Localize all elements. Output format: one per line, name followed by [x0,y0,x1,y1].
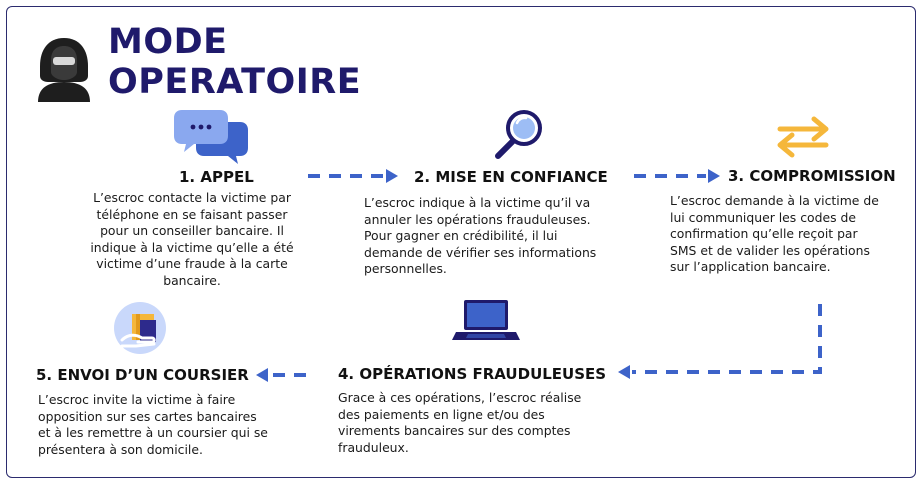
step-4-line: Grace à ces opérations, l’escroc réalise [338,390,582,405]
arrowhead-step3 [708,169,720,183]
step-3-line: L’escroc demande à la victime de [670,193,879,208]
title-line-1: MODE [108,22,228,62]
step-2-line: annuler les opérations frauduleuses. [364,211,591,227]
step-1-line: téléphone en se faisant passer [96,206,288,222]
step-1-title: 1. APPEL [179,168,254,186]
step-3-line: SMS et de valider les opérations [670,242,870,258]
step-4-line: des paiements en ligne et/ou des [338,406,545,422]
arrowhead-step5 [256,368,268,382]
step-3-line: sur l’application bancaire. [670,259,831,274]
arrowhead-step4 [618,365,630,379]
arrow-step3-to-step4 [632,304,820,372]
step-2-title: 2. MISE EN CONFIANCE [414,168,608,186]
step-5-title: 5. ENVOI D’UN COURSIER [36,366,249,384]
step-2-line: Pour gagner en crédibilité, il lui [364,228,558,243]
step-4-line: virements bancaires sur des comptes [338,423,571,438]
step-1-line: L’escroc contacte la victime par [93,190,291,205]
step-1-line: pour un conseiller bancaire. Il [100,223,284,238]
step-4-title: 4. OPÉRATIONS FRAUDULEUSES [338,365,607,383]
step-5-text [38,392,296,458]
step-5-line: et à les remettre à un coursier qui se [38,425,268,440]
step-3-line: confirmation qu’elle reçoit par [670,226,858,241]
step-3-title: 3. COMPROMISSION [728,167,896,185]
step-3-text [670,193,902,276]
step-4-line: frauduleux. [338,439,409,455]
step-1-line: bancaire. [163,272,221,288]
step-5-line: opposition sur ses cartes bancaires [38,408,257,424]
step-3-line: lui communiquer les codes de [670,209,856,225]
arrowhead-step2 [386,169,398,183]
step-5-line: présentera à son domicile. [38,441,203,457]
step-1-text [78,190,306,289]
step-4-text [338,390,610,456]
step-5-line: L’escroc invite la victime à faire [38,392,236,407]
step-2-line: demande de vérifier ses informations [364,244,597,260]
step-1-line: indique à la victime qu’elle a été [90,239,294,255]
step-2-line: personnelles. [364,261,447,276]
step-2-text [364,195,626,278]
step-1-line: victime d’une fraude à la carte [96,256,288,271]
title-line-2: OPERATOIRE [108,62,362,102]
step-2-line: L’escroc indique à la victime qu’il va [364,195,591,210]
